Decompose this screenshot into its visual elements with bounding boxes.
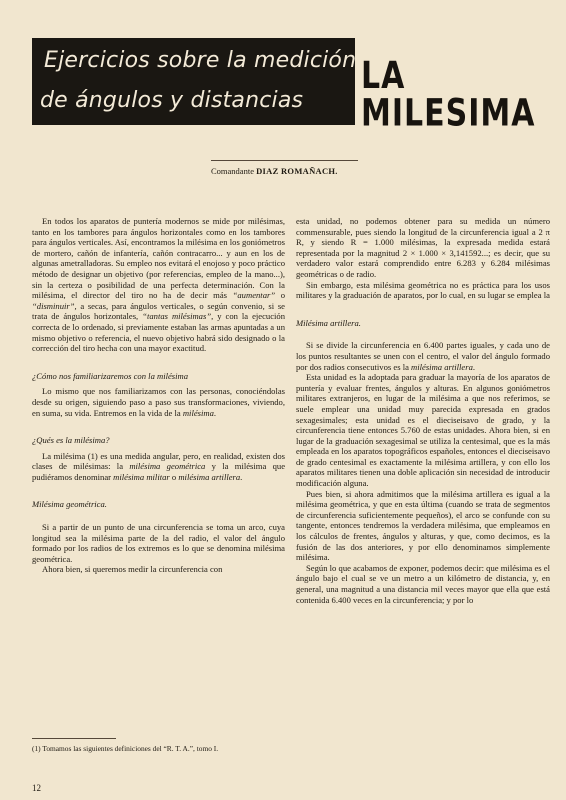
- title-line-2: de ángulos y distancias: [40, 88, 304, 113]
- footnote-rule: [32, 738, 116, 739]
- page-number: 12: [32, 783, 41, 793]
- paragraph-que-es: La milésima (1) es una medida angular, pero, en realidad, existen dos clases de milésimas: la milésima geométrica y la milésima que pudiéramos denominar milésima militar o milésima artillera.: [32, 450, 286, 482]
- footnote: (1) Tomamos las siguientes definiciones del “R. T. A.”, tomo I.: [32, 744, 219, 753]
- paragraph-pues: Pues bien, si ahora admitimos que la milésima artillera es igual a la milésima geométrica, y que en esta última (cuando se trata de segmentos de circunferencia suficientemente pequeños), el arco se confunde con su tangente, entonces tendremos la verdadera milésima, que empleamos en los cálculos de frentes, ángulos y alturas, y que, como decimos, es la fusión de las dos anteriores, y por ello denominamos simplemente milésima.: [296, 488, 550, 563]
- paragraph-artillera: Si se divide la circunferencia en 6.400 partes iguales, y cada uno de los puntos resultantes se unen con el centro, el valor del ángulo formado por dos radios consecutivos es la milésima artillera.: [296, 340, 550, 372]
- heading-familiarizaremos: ¿Cómo nos familiarizaremos con la milésima: [32, 370, 189, 381]
- author-name: DIAZ ROMAÑACH.: [256, 166, 338, 176]
- paragraph-continuation: esta unidad, no podemos obtener para su medida un número commensurable, pues siendo la longitud de la circunferencia igual a 2 π R, y siendo R = 1.000 milésimas, la expresada medida estará representada por la magnitud 2 × 1.000 × 3,141592...; es decir, que su verdadero valor estará comprendido entre 6.283 y 6.284 milésimas geométricas o de radio.: [296, 216, 550, 279]
- heading-geometrica: Milésima geométrica.: [32, 499, 107, 510]
- heading-artillera: Milésima artillera.: [296, 317, 361, 328]
- author-rank: Comandante: [211, 166, 254, 176]
- title-line-1: Ejercicios sobre la medición: [44, 48, 357, 73]
- paragraph-ahora: Ahora bien, si queremos medir la circunferencia con: [42, 564, 223, 575]
- paragraph-sin-embargo: Sin embargo, esta milésima geométrica no es práctica para los usos militares y la graduación de aparatos, por lo cual, en su lugar se emplea la: [296, 279, 550, 301]
- paragraph-segun: Según lo que acabamos de exponer, podemos decir: que milésima es el ángulo bajo el cual se ve un metro a un kilómetro de distancia, y, en general, una magnitud a una distancia mil veces mayor que ella que está contenida 6.400 veces en la circunferencia; y por lo: [296, 562, 550, 605]
- title-banner: [32, 38, 355, 125]
- right-column: [296, 216, 550, 605]
- headline-word: LA MILESIMA: [361, 54, 536, 136]
- left-column: [32, 216, 285, 575]
- quote-disminuir: “disminuir”: [32, 300, 75, 311]
- paragraph-geometrica: Si a partir de un punto de una circunferencia se toma un arco, cuya longitud sea la milésima parte de la del radio, el valor del ángulo formado por los radios de los extremos es lo que se denomina milésima geométrica.: [32, 522, 285, 564]
- paragraph-familiar: Lo mismo que nos familiarizamos con las personas, conociéndolas desde su origen, siguiendo paso a paso sus transformaciones, viviendo, en suma, su vida. Entremos en la vida de la milésima.: [32, 386, 285, 418]
- quote-tantas: “tantas milésimas”: [142, 311, 212, 322]
- intro-paragraph: En todos los aparatos de puntería modernos se mide por milésimas, tanto en los tambores para ángulos horizontales como en los tambores para ángulos verticales. Así, encontramos la milésima en los goniómetros de mortero, cañón de infantería, cañón contracarro... y aun en los de algunas ametralladoras. Su empleo nos evitará el enojoso y poco práctico método de designar un objetivo (por referencias, empleo de la mano...), sin la certeza o posibilidad de una perfecta determinación. Con la milésima, el director del tiro no ha de decir más “aumentar” o “disminuir”, a secas, para ángulos verticales, o según convenio, si se trata de ángulos horizontales, “tantas milésimas”, y con la ejecución correcta de lo ordenado, si previamente estaban las armas apuntadas a un mismo objetivo o referencia, el nuevo objetivo habrá sido designado o la corrección del tiro hecha con una mayor exactitud.: [32, 216, 285, 354]
- quote-aumentar: “aumentar”: [232, 290, 276, 301]
- heading-que-es: ¿Qués es la milésima?: [32, 435, 110, 446]
- byline-rule: [211, 160, 358, 161]
- paragraph-adoptada: Esta unidad es la adoptada para graduar la mayoría de los aparatos de puntería y evaluar frentes, ángulos y alturas. En algunos goniómetros militares extranjeros, en lugar de la milésima a que nos referimos, se suele emplear una unidad muy parecida expresada en grados sexagesimales; esta unidad es el dieciseisavo de grado, y la circunferencia tiene entonces 5.760 de estas unidades. Ahora bien, si en lugar de la graduación sexagesimal se utiliza la centesimal, que es la más empleada en los aparatos topográficos españoles, entonces el dieciseisavo de grado centesimal es exactamente la milésima artillera, y con ello los aparatos militares tienen una doble aplicación sin necesidad de introducir modificación alguna.: [296, 372, 550, 489]
- byline: [211, 166, 338, 176]
